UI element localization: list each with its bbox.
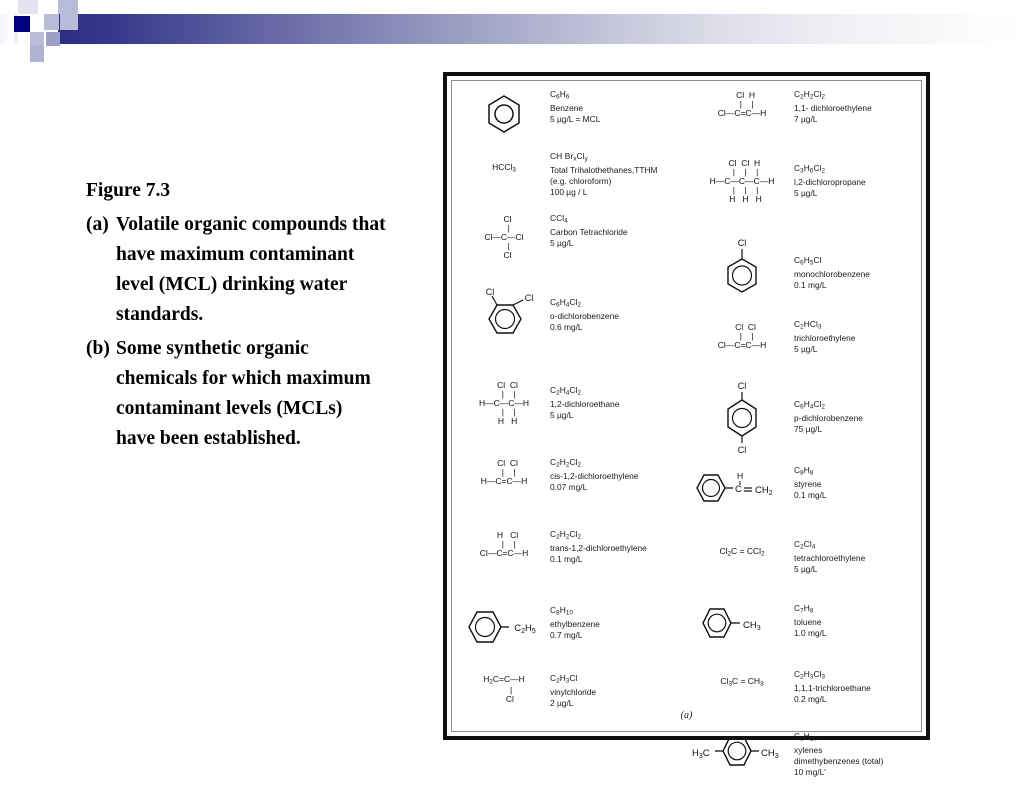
compound-name: tetrachloroethylene xyxy=(794,552,866,563)
structure-row: | | xyxy=(492,389,516,399)
decor-square-dark xyxy=(14,16,30,32)
compound-labels xyxy=(794,461,918,501)
compound-name: xylenes xyxy=(794,744,823,755)
structure-toluene xyxy=(690,595,794,643)
structure-row: Cl—C=C—H xyxy=(717,340,767,350)
compound-labels xyxy=(550,87,686,125)
compound-formula: $C_6H_4Cl_2$ xyxy=(550,297,582,309)
compound-formula: $C_2H_2Cl_2$ xyxy=(550,457,582,469)
compound-limit: 5 µg/L xyxy=(794,563,818,574)
caption-item-a xyxy=(86,210,386,330)
compound-formula: $C_7H_8$ xyxy=(794,603,814,615)
structure-carbon-tetrachloride xyxy=(458,211,550,260)
compound-limit: 5 µg/L xyxy=(550,409,574,420)
header-gradient-bar xyxy=(58,14,1024,44)
structure-row: H H H xyxy=(722,194,762,204)
compound-limit: 2 µg/L xyxy=(550,697,574,708)
compound-entry xyxy=(458,371,686,449)
compound-limit: 0.1 mg/L xyxy=(794,489,827,500)
decor-square-6 xyxy=(30,32,44,46)
compound-labels xyxy=(794,87,918,125)
compound-limit: 7 µg/L xyxy=(794,113,818,124)
svg-text:Cl: Cl xyxy=(737,445,747,455)
structure-benzene xyxy=(458,87,550,135)
structure-trichloroethylene xyxy=(690,315,794,350)
decor-square-8 xyxy=(30,46,44,62)
compound-name: trans-1,2-dichloroethylene xyxy=(550,542,647,553)
compound-labels xyxy=(550,595,686,641)
structure-row: H H xyxy=(490,416,518,426)
compound-labels xyxy=(550,149,686,198)
compound-name: toluene xyxy=(794,616,822,627)
compound-name: ethylbenzene xyxy=(550,618,600,629)
compound-name: 1,1- dichloroethylene xyxy=(794,102,872,113)
figure-right-column xyxy=(690,87,918,785)
structure-1-2-dichloroethane xyxy=(458,371,550,426)
figure-inner-frame xyxy=(451,80,922,777)
caption-text-b: Some synthetic organic chemicals for which maximum contaminant levels (MCLs) have been established. xyxy=(116,338,371,449)
structure-p-dichlorobenzene xyxy=(690,377,794,457)
compound-labels xyxy=(794,595,918,639)
compound-entry xyxy=(458,87,686,149)
compound-formula: $C_2H_4Cl_2$ xyxy=(550,385,582,397)
structure-ethylbenzene xyxy=(458,595,550,647)
svg-text:H: H xyxy=(737,471,744,481)
page-title: Figure 7.3 xyxy=(86,180,171,201)
caption-text-a: Volatile organic compounds that have maximum contaminant level (MCL) drinking water standards. xyxy=(116,214,386,325)
structure-styrene xyxy=(690,461,794,509)
compound-entry xyxy=(458,211,686,283)
structure-text: $Cl_2C = CCl_2$ xyxy=(719,546,765,558)
compound-labels xyxy=(794,665,918,705)
header-decoration xyxy=(0,0,1024,62)
svg-text:CH2: $CH_2$ xyxy=(755,485,773,497)
svg-text:Cl: Cl xyxy=(737,238,747,248)
compound-name: trichloroethylene xyxy=(794,332,856,343)
structure-row: Cl xyxy=(496,250,512,260)
compound-formula: $C_6H_4Cl_2$ xyxy=(794,399,826,411)
decor-square-1 xyxy=(18,0,38,14)
compound-formula: CCl$_4$ xyxy=(550,213,568,225)
decor-square-5 xyxy=(60,14,78,30)
structure-monochlorobenzene xyxy=(690,231,794,301)
compound-limit: 0.07 mg/L xyxy=(550,481,588,492)
decor-square-2 xyxy=(58,0,78,14)
svg-text:H3C: $H_3C$ xyxy=(692,748,710,760)
compound-entry xyxy=(690,595,918,665)
compound-limit: 5 µg/L xyxy=(794,187,818,198)
structure-text: HCCl$_3$ xyxy=(492,162,516,174)
compound-limit: 0.6 mg/L xyxy=(550,321,583,332)
structure-row: Cl xyxy=(494,694,514,704)
structure-1-1-dichloroethylene xyxy=(690,87,794,118)
compound-limit: 0.2 mg/L xyxy=(794,693,827,704)
structure-cis-dichloroethylene xyxy=(458,449,550,486)
compound-limit: 0.7 mg/L xyxy=(550,629,583,640)
compound-entry xyxy=(690,315,918,377)
structure-row: | | | xyxy=(725,185,759,195)
structure-row: Cl—C=C—H xyxy=(479,548,529,558)
compound-entry xyxy=(690,377,918,461)
structure-row: H—C—C—H xyxy=(478,398,530,408)
compound-name: Benzene xyxy=(550,102,584,113)
structure-1-2-dichloropropane xyxy=(690,149,794,204)
compound-name: cis-1,2-dichloroethylene xyxy=(550,470,639,481)
svg-text:CH3: $CH_3$ xyxy=(743,620,761,632)
compound-labels xyxy=(550,283,686,333)
compound-name: 1,2-dichloroethane xyxy=(550,398,620,409)
structure-o-dichlorobenzene xyxy=(458,283,550,353)
compound-note: dimethybenzenes (total) xyxy=(794,755,884,766)
structure-row: | xyxy=(498,241,510,251)
compound-limit: 5 µg/L = MCL xyxy=(550,113,601,124)
compound-formula: $C_6H_5Cl$ xyxy=(794,255,822,267)
compound-formula: CH $Br_xCl_y$ xyxy=(550,151,588,163)
compound-limit: 5 µg/L xyxy=(794,343,818,354)
compound-labels xyxy=(550,371,686,421)
structure-row: Cl Cl xyxy=(490,458,518,468)
compound-limit: 0.1 mg/L xyxy=(550,553,583,564)
compound-entry xyxy=(690,725,918,785)
compound-entry xyxy=(458,521,686,595)
compound-name: monochlorobenzene xyxy=(794,268,870,279)
compound-entry xyxy=(458,283,686,371)
structure-row: Cl H xyxy=(729,90,755,100)
compound-formula: $C_6H_6$ xyxy=(550,89,570,101)
svg-text:Cl: Cl xyxy=(737,381,747,391)
structure-row: $H_2C=C—H$ xyxy=(483,674,525,686)
structure-1-1-1-trichloroethane xyxy=(690,665,794,688)
structure-row: Cl Cl xyxy=(728,322,756,332)
compound-limit: 100 µg / L xyxy=(550,186,588,197)
compound-entry xyxy=(690,87,918,149)
compound-limit: 1.0 mg/L xyxy=(794,627,827,638)
structure-row: H—C—C—C—H xyxy=(709,176,775,186)
compound-formula: $C_8H_8$ xyxy=(794,465,814,477)
structure-row: Cl—C=C—H xyxy=(717,108,767,118)
structure-row: | | xyxy=(730,99,754,109)
compound-entry xyxy=(690,149,918,231)
compound-labels xyxy=(794,231,918,291)
svg-text:C: C xyxy=(735,484,742,495)
compound-name: 1,1,1-trichloroethane xyxy=(794,682,871,693)
structure-trans-dichloroethylene xyxy=(458,521,550,558)
compound-labels xyxy=(794,533,918,575)
compound-entry xyxy=(458,595,686,667)
decor-square-4 xyxy=(44,14,59,30)
compound-name: p-dichlorobenzene xyxy=(794,412,863,423)
caption-item-b xyxy=(86,334,386,454)
structure-row: H Cl xyxy=(489,530,519,540)
compound-name: Carbon Tetrachloride xyxy=(550,226,628,237)
structure-row: | xyxy=(495,685,513,695)
svg-text:CH3: $CH_3$ xyxy=(761,748,779,760)
structure-tetrachloroethylene xyxy=(690,533,794,558)
compound-entry xyxy=(690,461,918,533)
compound-name: o-dichlorobenzene xyxy=(550,310,619,321)
compound-limit: 0.1 mg/L xyxy=(794,279,827,290)
structure-row: | | xyxy=(730,331,754,341)
structure-row: Cl xyxy=(496,214,512,224)
compound-entry xyxy=(690,533,918,595)
compound-formula: $C_2H_3Cl_3$ xyxy=(794,669,826,681)
compound-name: vinylchloride xyxy=(550,686,597,697)
compound-labels xyxy=(794,377,918,435)
figure-left-column xyxy=(458,87,686,727)
compound-entry xyxy=(690,231,918,315)
structure-vinylchloride xyxy=(458,667,550,704)
compound-formula: $C_8H_{10}$ xyxy=(550,605,573,617)
structure-row: | | xyxy=(492,407,516,417)
compound-formula: $C_2H_2Cl_2$ xyxy=(794,89,826,101)
figure-text-block xyxy=(86,176,386,454)
structure-xylenes xyxy=(690,725,794,771)
compound-formula: $C_2HCl_3$ xyxy=(794,319,822,331)
structure-row: H—C=C—H xyxy=(480,476,528,486)
compound-labels xyxy=(794,315,918,355)
svg-text:C2H5: $C_2H_5$ xyxy=(514,623,536,635)
structure-row: | | xyxy=(492,539,516,549)
structure-text: $Cl_3C = CH_3$ xyxy=(720,676,764,688)
svg-text:Cl: Cl xyxy=(524,293,534,303)
compound-name: Total Trihalothethanes,TTHM xyxy=(550,164,658,175)
compound-formula: $C_2Cl_4$ xyxy=(794,539,816,551)
compound-entry xyxy=(458,449,686,521)
structure-row: Cl Cl xyxy=(490,380,518,390)
compound-labels xyxy=(550,449,686,493)
decor-square-7 xyxy=(46,32,60,46)
figure-panel xyxy=(443,72,930,777)
caption-marker-b: (b) xyxy=(86,338,110,359)
svg-text:Cl: Cl xyxy=(485,287,495,297)
compound-limit: 10 mg/L' xyxy=(794,766,826,777)
structure-row: | xyxy=(498,223,510,233)
compound-note: (e.g. chloroform) xyxy=(550,175,612,186)
compound-limit: 5 µg/L xyxy=(550,237,574,248)
compound-labels xyxy=(794,149,918,199)
structure-row: Cl—C—Cl xyxy=(484,232,524,242)
structure-chloroform xyxy=(458,149,550,174)
caption-marker-a: (a) xyxy=(86,214,109,235)
structure-row: | | | xyxy=(725,167,759,177)
compound-name: l,2-dichloropropane xyxy=(794,176,866,187)
compound-formula: $C_2H_3Cl$ xyxy=(550,673,578,685)
structure-row: | | xyxy=(492,467,516,477)
compound-labels xyxy=(550,211,686,249)
structure-row: Cl Cl H xyxy=(723,158,761,168)
compound-formula: $C_8H_{10}$ xyxy=(794,731,817,743)
compound-name: styrene xyxy=(794,478,822,489)
compound-formula: $C_3H_6Cl_2$ xyxy=(794,163,826,175)
compound-formula: $C_2H_2Cl_2$ xyxy=(550,529,582,541)
compound-labels xyxy=(550,521,686,565)
header-fade xyxy=(0,14,14,44)
compound-labels xyxy=(550,667,686,709)
compound-entry xyxy=(458,149,686,211)
figure-caption: (a) xyxy=(680,710,693,721)
compound-limit: 75 µg/L xyxy=(794,423,823,434)
compound-labels xyxy=(794,725,918,778)
